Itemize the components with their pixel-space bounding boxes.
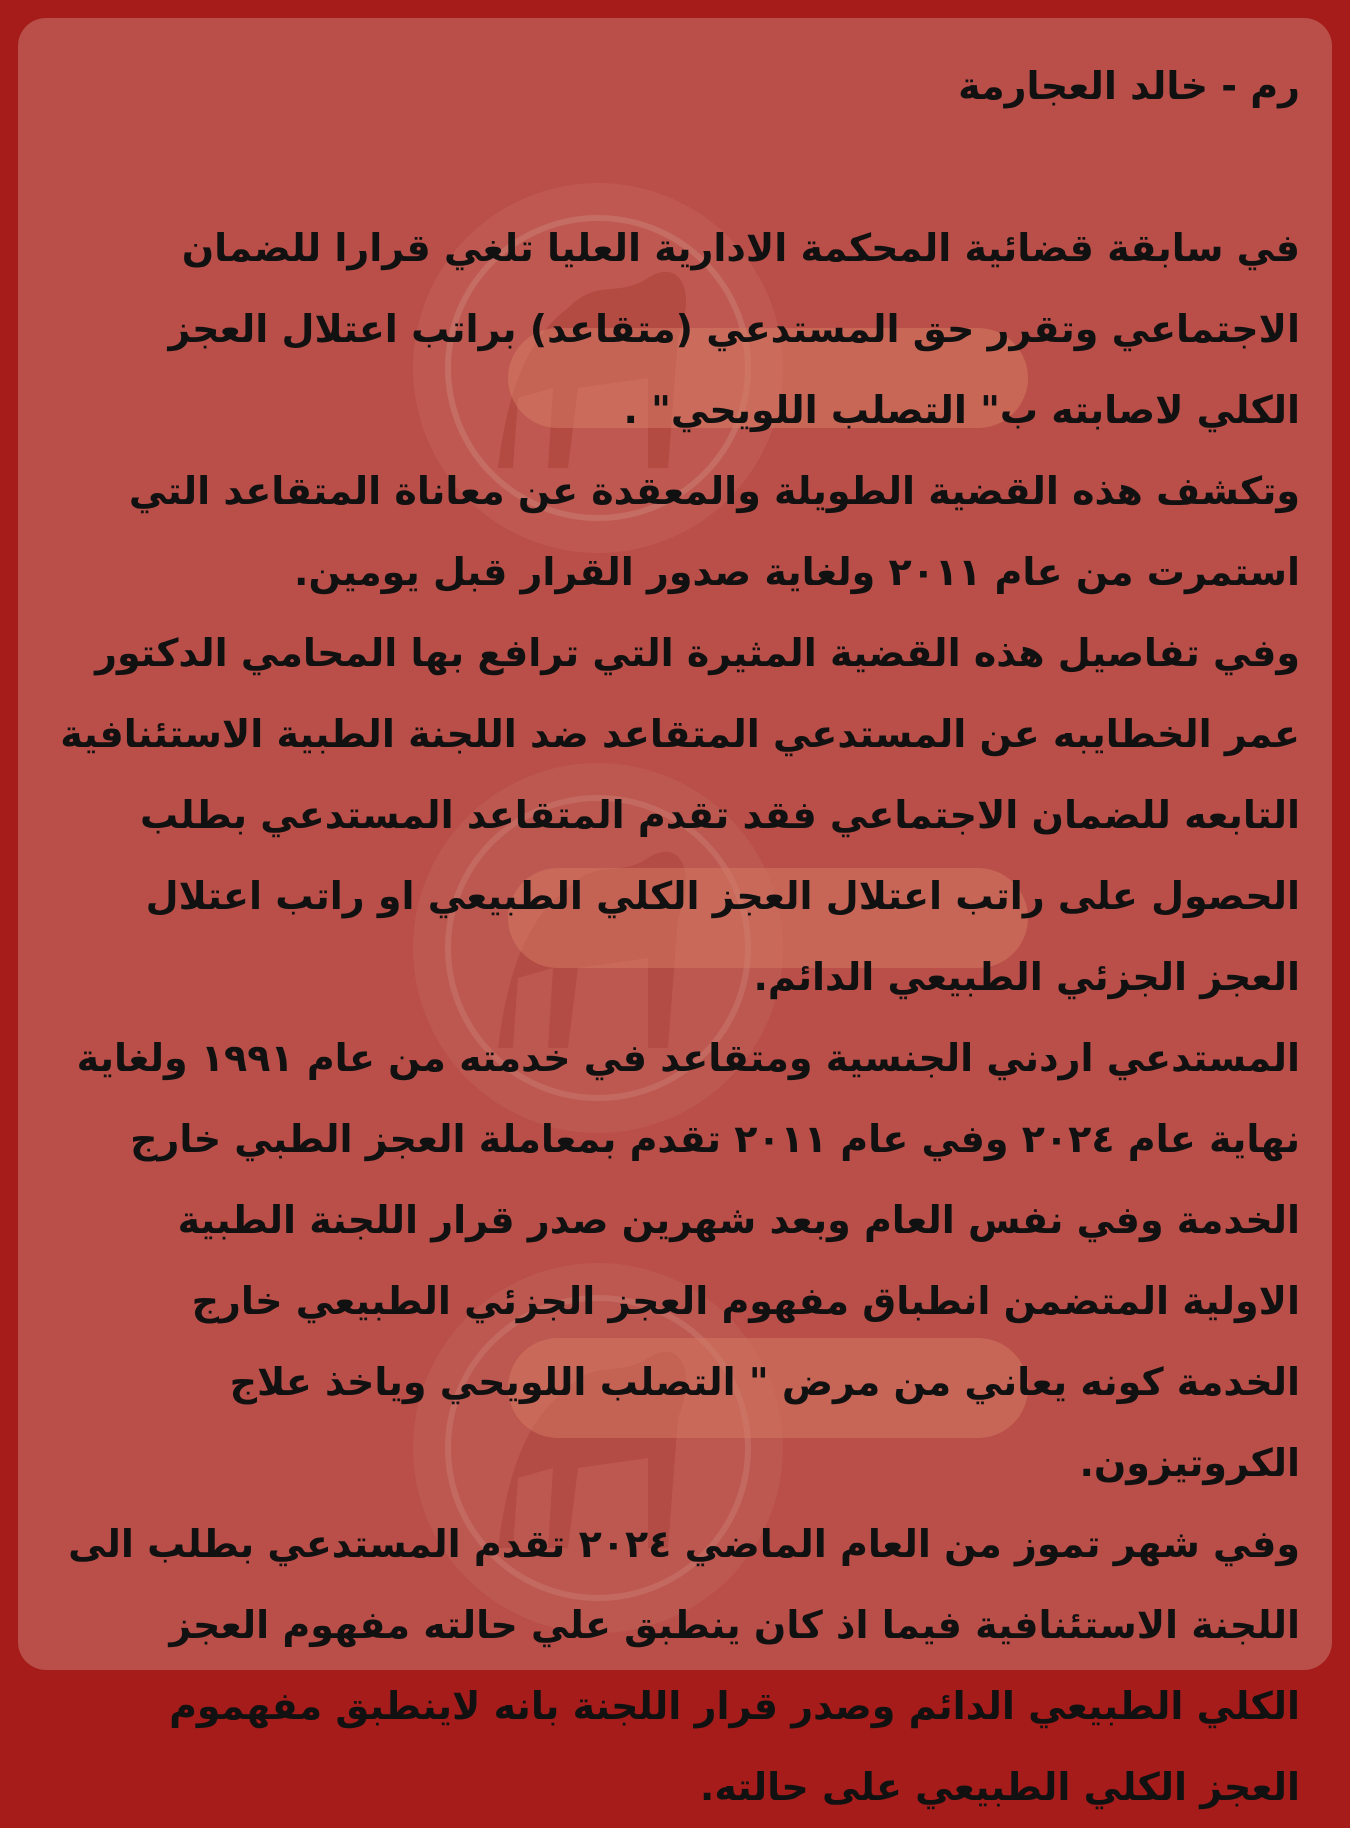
paragraph: المستدعي اردني الجنسية ومتقاعد في خدمته من عام ١٩٩١ ولغاية نهاية عام ٢٠٢٤ وفي عام ٢٠١١ تقدم بمعاملة العجز الطبي خارج الخدمة وفي نفس العام وبعد شهرين صدر قرار اللجنة الطبية الاولية المتضمن انطباق مفهوم العجز الجزئي الطبيعي خارج الخدمة كونه يعاني من مرض " التصلب اللويحي وياخذ علاج الكروتيزون. <box>76 1036 1300 1485</box>
blank-line <box>58 127 1300 208</box>
paragraph: في سابقة قضائية المحكمة الادارية العليا تلغي قرارا للضمان الاجتماعي وتقرر حق المستدعي (متقاعد) براتب اعتلال العجز الكلي لاصابته ب" التصلب اللويحي" . <box>168 226 1300 432</box>
article-body <box>58 46 1300 1828</box>
paragraph: وفي تفاصيل هذه القضية المثيرة التي ترافع بها المحامي الدكتور عمر الخطايبه عن المستدعي المتقاعد ضد اللجنة الطبية الاستئنافية التابعه للضمان الاجتماعي فقد تقدم المتقاعد المستدعي بطلب الحصول على راتب اعتلال العجز الكلي الطبيعي او راتب اعتلال العجز الجزئي الطبيعي الدائم. <box>60 631 1300 999</box>
paragraph: وتكشف هذه القضية الطويلة والمعقدة عن معاناة المتقاعد التي استمرت من عام ٢٠١١ ولغاية صدور القرار قبل يومين. <box>128 469 1300 594</box>
byline: رم - خالد العجارمة <box>958 64 1300 108</box>
paragraph: وفي شهر تموز من العام الماضي ٢٠٢٤ تقدم المستدعي بطلب الى اللجنة الاستئنافية فيما اذ كان ينطبق علي حالته مفهوم العجز الكلي الطبيعي الدائم وصدر قرار اللجنة بانه لاينطبق مفهموم العجز الكلي الطبيعي على حالته. <box>68 1522 1300 1809</box>
article-card <box>18 18 1332 1809</box>
